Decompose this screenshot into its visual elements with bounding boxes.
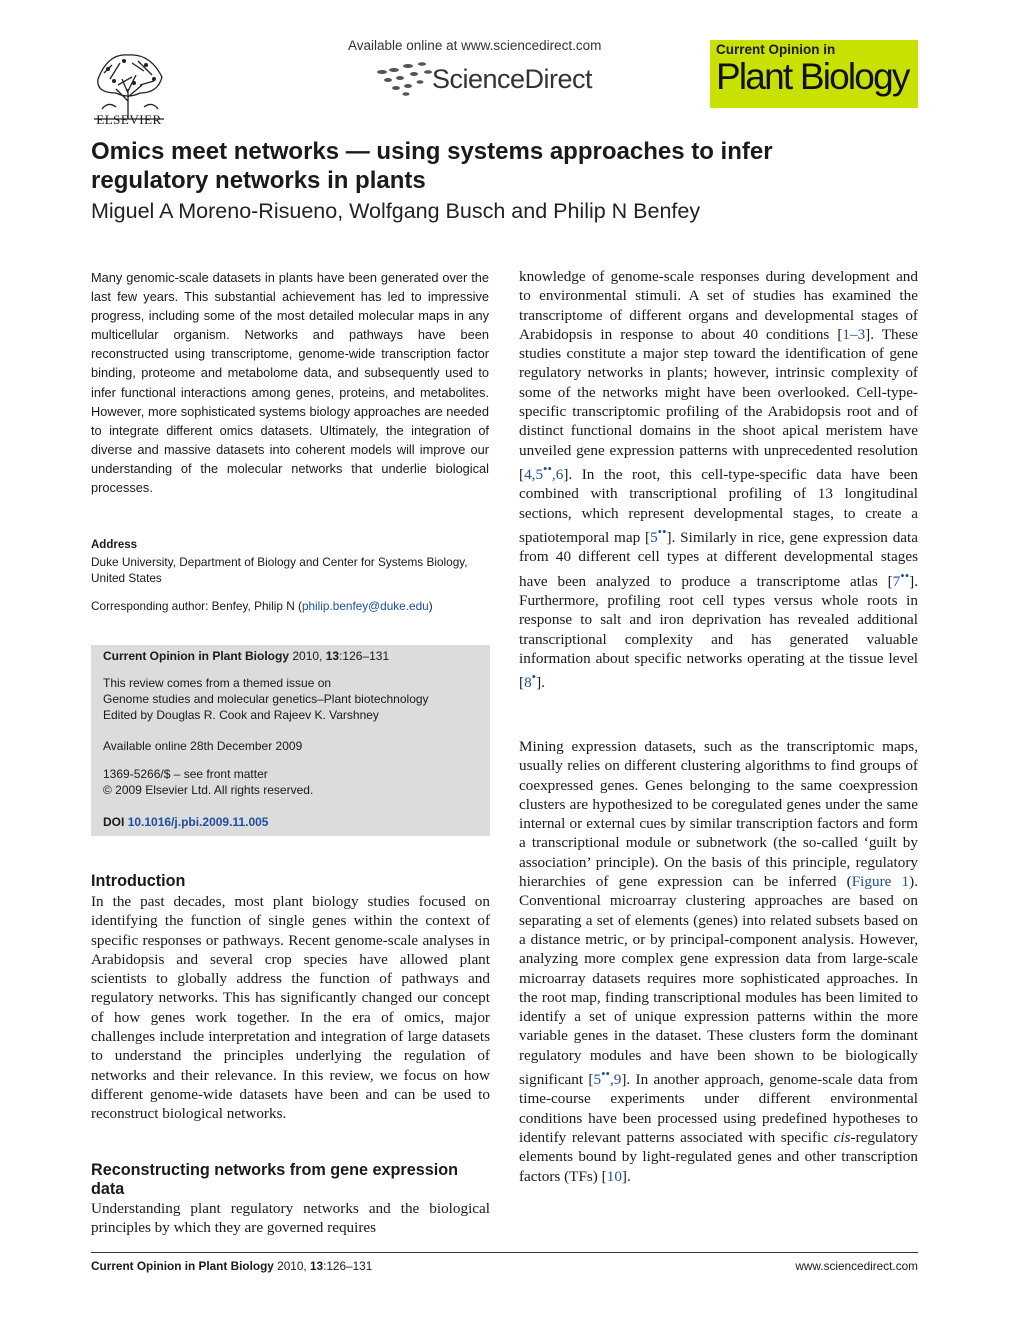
available-online-text: Available online at www.sciencedirect.com [348,38,602,53]
footer-volume: 13 [309,1259,324,1273]
figure-link[interactable]: Figure 1 [851,873,910,891]
publisher-name: ELSEVIER [96,112,162,127]
citation-link[interactable]: ,6 [551,466,564,484]
journal-title-main: Plant Biology [716,56,909,97]
doi-link[interactable]: 10.1016/j.pbi.2009.11.005 [127,815,269,829]
text-run: ]. These studies constitute a major step toward the identification of gene regulatory networks in plants; however, intrinsic complexity of some of the networks might have been overlooked. Cell-type-specific transcriptomic profiling of the Arabidopsis root and of distinct functional domains in the shoot apical meristem have unveiled gene expression patterns with unprecedented resolution [ [519,325,919,484]
citation-link[interactable]: ,9 [609,1071,622,1089]
sciencedirect-dots-icon [376,60,436,100]
corresponding-suffix: ) [428,599,433,613]
text-run: ]. [536,674,545,692]
address-heading: Address [91,539,138,551]
citation-link[interactable]: 1–3 [842,325,866,343]
article-info-box [91,645,490,836]
text-run: ]. Furthermore, profiling root cell types versus whole roots in response to salt and iron deprivation has revealed additional transcriptional complexity and has generated valuable information about specific networks operating at the tissue level [ [519,572,918,692]
info-year: 2010, [292,649,323,663]
sciencedirect-wordmark: ScienceDirect [432,64,593,94]
citation-importance-marker: • [531,670,537,685]
footer-website[interactable]: www.sciencedirect.com [795,1259,918,1273]
citation-link[interactable]: 10 [606,1167,622,1185]
right-column-paragraph-1 [519,267,918,692]
address-text: Duke University, Department of Biology and Center for Systems Biology, United States [91,555,468,585]
citation-importance-marker: •• [657,524,667,539]
text-run: ). Conventional microarray clustering approaches are based on separating a set of elements (genes) into related subsets based on a distance metric, or by principal-component analysis. However, analyzing more complex gene expression data from large-scale microarray datasets requires more sophisticated approaches. In the root map, finding transcriptional modules has been limited to identify a set of unique expression patterns within the more variable genes in the dataset. These clusters form the dominant regulatory modules and have been shown to be biologically significant [ [519,873,919,1089]
info-themed-line1: This review comes from a themed issue on [103,676,332,690]
footer-divider [91,1252,918,1253]
footer-pages: :126–131 [323,1259,373,1273]
text-run: ]. Similarly in rice, gene expression data from 40 different cell types at different developmental stages have been analyzed to produce a transcriptome atlas [ [519,528,918,590]
section-heading-introduction: Introduction [91,872,186,890]
info-journal: Current Opinion in Plant Biology [103,649,289,663]
text-run: ]. In the root, this cell-type-specific data have been combined with transcriptional profiling of 13 longitudinal sections, which represent developmental stages, to create a spatiotemporal map [ [519,466,918,546]
author-email-link[interactable]: philip.benfey@duke.edu [301,599,429,613]
journal-title-top: Current Opinion in [716,42,836,57]
citation-link[interactable]: 4,5 [524,466,544,484]
citation-link[interactable]: 5 [650,528,658,546]
footer-citation [91,1259,372,1273]
info-doi [103,815,268,829]
info-volume: 13 [325,649,340,663]
abstract-text: Many genomic-scale datasets in plants have been generated over the last few years. This substantial achievement has led to impressive progress, including some of the most detailed molecular maps in any multicellular organism. Networks and pathways have been reconstructed using transcriptome, genome-wide transcription factor binding, proteome and metabolome data, and subsequently used to infer functional interactions among genes, proteins, and metabolites. However, more sophisticated systems biology approaches are needed to integrate different omics datasets. Ultimately, the integration of diverse and massive datasets into coherent models will improve our understanding of the molecular networks that underlie biological processes. [91,270,489,496]
article-authors: Miguel A Moreno-Risueno, Wolfgang Busch and Philip N Benfey [91,199,701,223]
citation-link[interactable]: 8 [524,674,532,692]
italic-term: cis [833,1129,851,1146]
doi-label: DOI [103,815,125,829]
footer-year: 2010, [277,1259,307,1273]
citation-link[interactable]: 7 [892,572,901,590]
info-citation [103,649,389,663]
citation-importance-marker: •• [543,461,552,476]
text-run: -regulatory elements bound by light-regulated genes and other transcription factors (TFs) [ [519,1129,918,1185]
info-issn: 1369-5266/$ – see front matter [103,767,268,781]
citation-importance-marker: •• [601,1067,610,1082]
corresponding-prefix: Corresponding author: Benfey, Philip N ( [91,599,302,613]
right-column-paragraph-2 [519,737,918,1186]
info-pages: :126–131 [339,649,390,663]
text-run: knowledge of genome-scale responses during development and to environmental stimuli. A set of studies has examined the transcriptome of different organs and developmental stages of Arabidopsis in response to about 40 conditions [ [519,268,918,343]
footer-journal: Current Opinion in Plant Biology [91,1259,274,1273]
text-run: ]. In another approach, genome-scale data from time-course experiments under different environmental conditions have been processed using predefined hypotheses to identify relevant patterns associated with specific [519,1071,918,1146]
info-edited-by: Edited by Douglas R. Cook and Rajeev K. Varshney [103,708,379,722]
citation-link[interactable]: 5 [593,1071,602,1089]
introduction-text: In the past decades, most plant biology studies focused on identifying the function of single genes within the context of specific responses or pathways. Recent genome-scale analyses in Arabidopsis and several crop species have allowed plant scientists to globally address the function of pathways and regulatory networks. This has significantly changed our concept of how genes work together. In the era of omics, major challenges include interpretation and integration of large datasets to understand the principles underlying the regulation of networks and their relevance. In this review, we focus on how different genome-wide datasets have been and can be used to reconstruct biological networks. [91,893,490,1123]
info-themed-line2: Genome studies and molecular genetics–Plant biotechnology [103,692,429,706]
article-title: Omics meet networks — using systems approaches to infer regulatory networks in plants [91,138,773,194]
text-run: Mining expression datasets, such as the transcriptomic maps, usually relies on different clustering algorithms to find groups of coexpressed genes. Genes belonging to the same coexpression clusters are hypothesized to be coregulated genes under the same internal or external cues by similar transcription factors and form a transcriptional module or subnetwork (the so-called ‘guilt by association’ principle). On the basis of this principle, regulatory hierarchies of gene expression can be inferred ( [519,738,918,891]
section-heading-reconstructing: Reconstructing networks from gene expression data [91,1161,459,1198]
corresponding-author [91,599,491,613]
text-run: ]. [621,1167,631,1185]
info-available-online: Available online 28th December 2009 [103,739,303,753]
citation-importance-marker: •• [900,568,910,583]
reconstructing-text: Understanding plant regulatory networks and the biological principles by which they are governed requires [91,1200,490,1237]
journal-title-box [710,40,918,108]
info-copyright: © 2009 Elsevier Ltd. All rights reserved. [103,783,314,797]
